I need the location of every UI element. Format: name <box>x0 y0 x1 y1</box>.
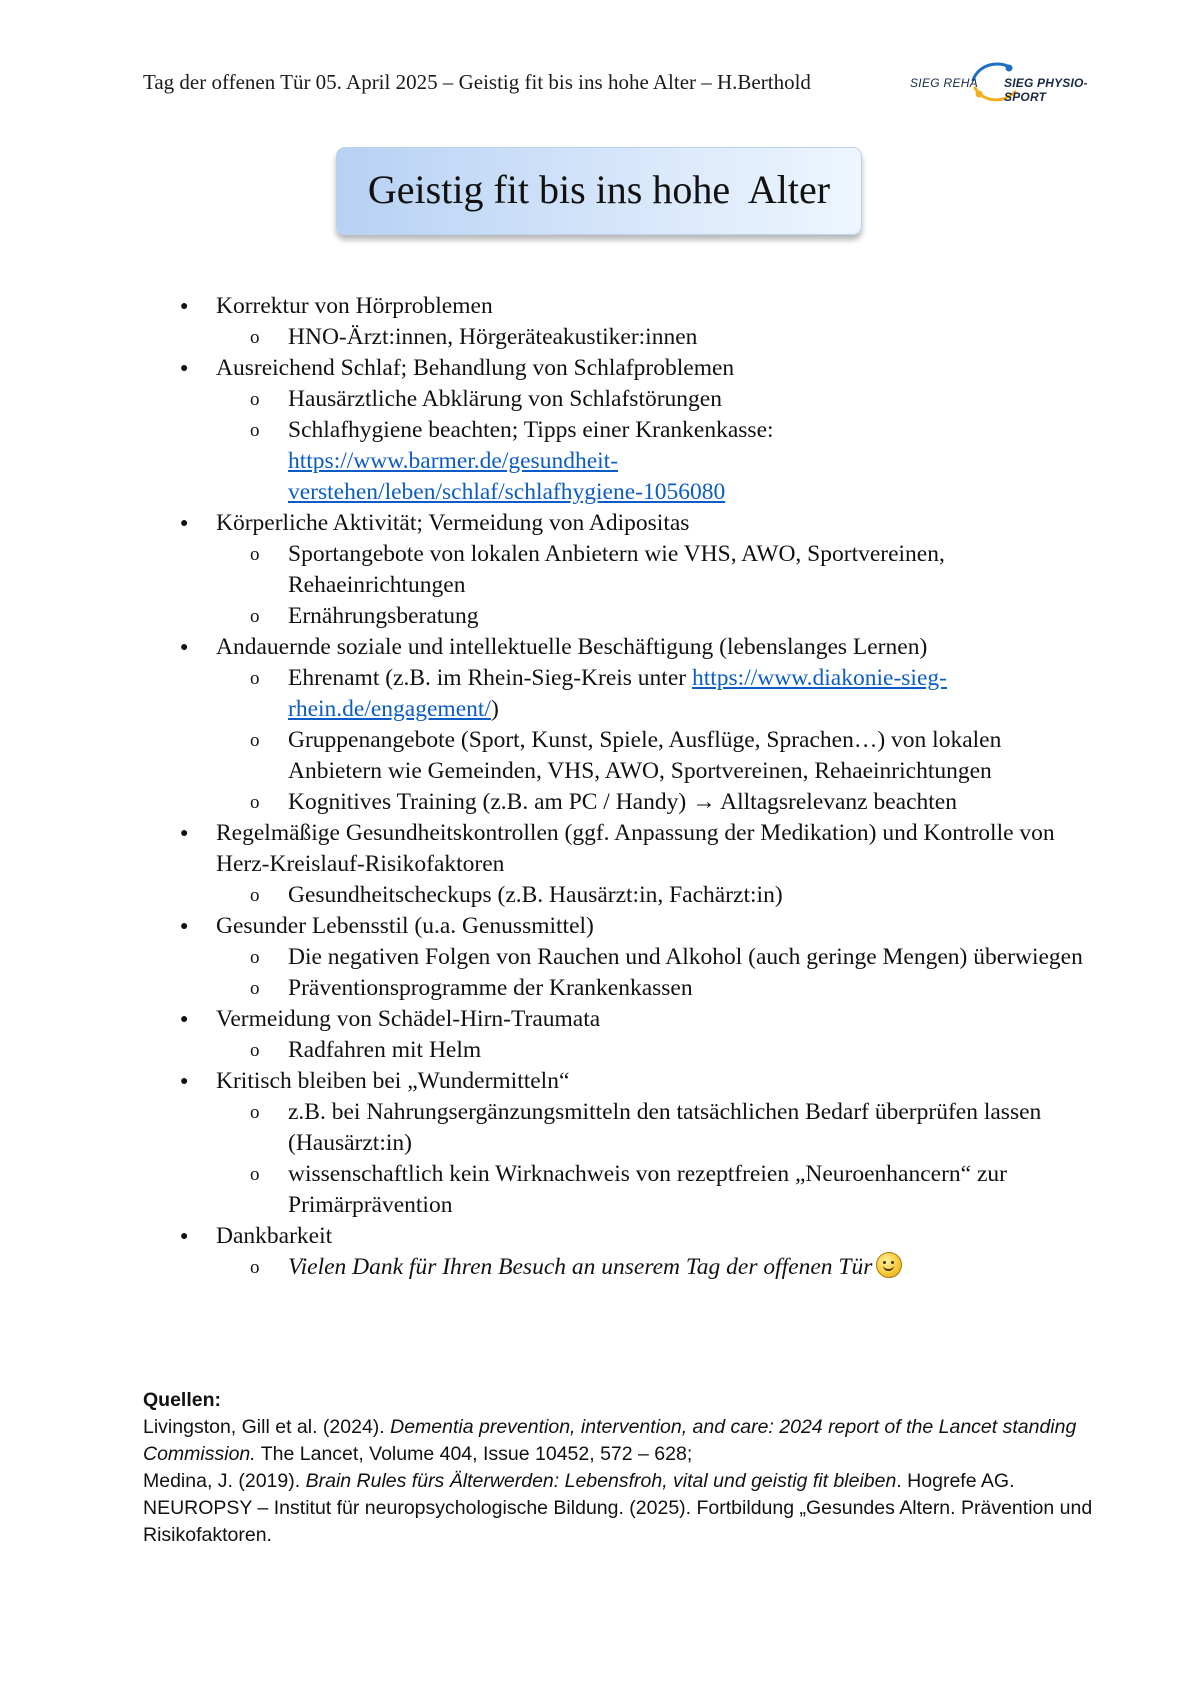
sub-item-label: Kognitives Training (z.B. am PC / Handy) → Alltagsrelevanz beachten <box>288 789 957 815</box>
list-item <box>170 353 1085 508</box>
sub-item-label: Präventionsprogramme der Krankenkassen <box>288 975 693 1001</box>
barmer-link-part1[interactable]: https://www.barmer.de/gesundheit- <box>288 448 619 474</box>
logo-text-physio: SIEG PHYSIO-SPORT <box>1004 76 1088 104</box>
sub-item-label: Gesundheitscheckups (z.B. Hausärzt:in, Fachärzt:in) <box>288 882 783 908</box>
smiley-icon <box>876 1252 902 1278</box>
main-list <box>170 291 1085 1283</box>
bullet-icon: ● <box>180 516 189 531</box>
sub-bullet-icon: o <box>250 668 260 689</box>
sub-item-label: HNO-Ärzt:innen, Hörgeräteakustiker:innen <box>288 324 698 350</box>
page-header: Tag der offenen Tür 05. April 2025 – Geistig fit bis ins hohe Alter – H.Berthold <box>143 70 811 94</box>
sub-item <box>170 601 1085 632</box>
sub-bullet-icon: o <box>250 420 260 441</box>
sub-item-label: Hausärztliche Abklärung von Schlafstörungen <box>288 386 722 412</box>
sub-item <box>170 384 1085 415</box>
source-2-title: Brain Rules fürs Älterwerden: Lebensfroh, vital und geistig fit bleiben <box>305 1470 897 1492</box>
source-2-authors: Medina, J. (2019). <box>143 1470 306 1492</box>
page-title: Geistig fit bis ins hohe Alter <box>367 167 831 212</box>
sub-item <box>170 1035 1085 1066</box>
list-item <box>170 291 1085 353</box>
bullet-icon: ● <box>180 361 189 376</box>
sub-item <box>170 322 1085 353</box>
sub-item <box>170 1097 1085 1159</box>
item-label: Regelmäßige Gesundheitskontrollen (ggf. Anpassung der Medikation) und Kontrolle von Herz-Kreislauf-Risikofaktoren <box>216 820 1055 877</box>
item-label: Gesunder Lebensstil (u.a. Genussmittel) <box>216 913 594 939</box>
item-label: Korrektur von Hörproblemen <box>216 293 493 319</box>
sub-bullet-icon: o <box>250 1102 260 1123</box>
thanks-text: Vielen Dank für Ihren Besuch an unserem Tag der offenen Tür <box>288 1254 873 1280</box>
bullet-icon: ● <box>180 299 189 314</box>
sources-heading: Quellen: <box>143 1389 222 1411</box>
item-label: Körperliche Aktivität; Vermeidung von Adipositas <box>216 510 690 536</box>
bullet-icon: ● <box>180 919 189 934</box>
list-item <box>170 818 1085 911</box>
sub-bullet-icon: o <box>250 606 260 627</box>
list-item <box>170 1066 1085 1221</box>
source-1-authors: Livingston, Gill et al. (2024). <box>143 1416 391 1438</box>
sub-item-label: Radfahren mit Helm <box>288 1037 482 1063</box>
sub-item-label: Sportangebote von lokalen Anbietern wie VHS, AWO, Sportvereinen, Rehaeinrichtungen <box>288 541 945 598</box>
sub-item-label: Ehrenamt (z.B. im Rhein-Sieg-Kreis unter <box>288 665 692 691</box>
item-label: Kritisch bleiben bei „Wundermitteln“ <box>216 1068 570 1094</box>
list-item <box>170 1004 1085 1066</box>
source-1-journal: The Lancet, Volume 404, Issue 10452, 572 – 628; <box>255 1443 693 1465</box>
sub-bullet-icon: o <box>250 792 260 813</box>
sub-bullet-icon: o <box>250 978 260 999</box>
bullet-icon: ● <box>180 1229 189 1244</box>
list-item <box>170 1221 1085 1283</box>
sub-item-suffix: ) <box>490 696 499 722</box>
item-label: Andauernde soziale und intellektuelle Beschäftigung (lebenslanges Lernen) <box>216 634 928 660</box>
sub-bullet-icon: o <box>250 885 260 906</box>
sources-section <box>143 1387 1103 1549</box>
sub-item <box>170 973 1085 1004</box>
sub-item-label: Schlafhygiene beachten; Tipps einer Krankenkasse: <box>288 417 774 443</box>
sub-bullet-icon: o <box>250 544 260 565</box>
sub-bullet-icon: o <box>250 730 260 751</box>
item-label: Ausreichend Schlaf; Behandlung von Schlafproblemen <box>216 355 735 381</box>
diakonie-link[interactable]: https://www.diakonie-sieg-rhein.de/engagement/ <box>288 665 947 722</box>
barmer-link-part2[interactable]: verstehen/leben/schlaf/schlafhygiene-1056080 <box>288 479 726 505</box>
sub-item <box>170 880 1085 911</box>
sub-item-label: Gruppenangebote (Sport, Kunst, Spiele, Ausflüge, Sprachen…) von lokalen Anbietern wie Gemeinden, VHS, AWO, Sportvereinen, Rehaeinrichtungen <box>288 727 1002 784</box>
bullet-icon: ● <box>180 1074 189 1089</box>
bullet-icon: ● <box>180 1012 189 1027</box>
sub-item <box>170 1159 1085 1221</box>
sub-item-label: z.B. bei Nahrungsergänzungsmitteln den tatsächlichen Bedarf überprüfen lassen (Hausärzt:in) <box>288 1099 1042 1156</box>
sub-bullet-icon: o <box>250 327 260 348</box>
list-item <box>170 911 1085 1004</box>
bullet-icon: ● <box>180 826 189 841</box>
logo-text-reha: SIEG REHA <box>910 76 979 90</box>
barmer-link[interactable] <box>288 448 725 505</box>
source-1 <box>143 1414 1103 1468</box>
sub-item-label: Ernährungsberatung <box>288 603 479 629</box>
sub-item <box>170 539 1085 601</box>
source-2-publisher: . Hogrefe AG. <box>896 1470 1015 1492</box>
sub-bullet-icon: o <box>250 947 260 968</box>
sub-bullet-icon: o <box>250 389 260 410</box>
item-label: Dankbarkeit <box>216 1223 333 1249</box>
source-1-title: Dementia prevention, intervention, and care: 2024 report of the Lancet standing Commission. <box>143 1416 1077 1465</box>
list-item <box>170 632 1085 818</box>
sub-bullet-icon: o <box>250 1257 260 1278</box>
sub-bullet-icon: o <box>250 1040 260 1061</box>
sub-bullet-icon: o <box>250 1164 260 1185</box>
bullet-icon: ● <box>180 640 189 655</box>
sub-item <box>170 787 1085 818</box>
sub-item <box>170 663 1085 725</box>
source-3: NEUROPSY – Institut für neuropsychologische Bildung. (2025). Fortbildung „Gesundes Altern. Prävention und Risikofaktoren. <box>143 1497 1093 1546</box>
sub-item-label: Die negativen Folgen von Rauchen und Alkohol (auch geringe Mengen) überwiegen <box>288 944 1083 970</box>
sub-item <box>170 1252 1085 1283</box>
item-label: Vermeidung von Schädel-Hirn-Traumata <box>216 1006 601 1032</box>
source-2 <box>143 1468 1103 1495</box>
sub-item <box>170 725 1085 787</box>
title-box <box>336 147 862 235</box>
list-item <box>170 508 1085 632</box>
sieg-logo <box>905 58 1125 108</box>
sub-item <box>170 942 1085 973</box>
sub-item-label: wissenschaftlich kein Wirknachweis von rezeptfreien „Neuroenhancern“ zur Primärprävention <box>288 1161 1007 1218</box>
sub-item <box>170 415 1085 508</box>
